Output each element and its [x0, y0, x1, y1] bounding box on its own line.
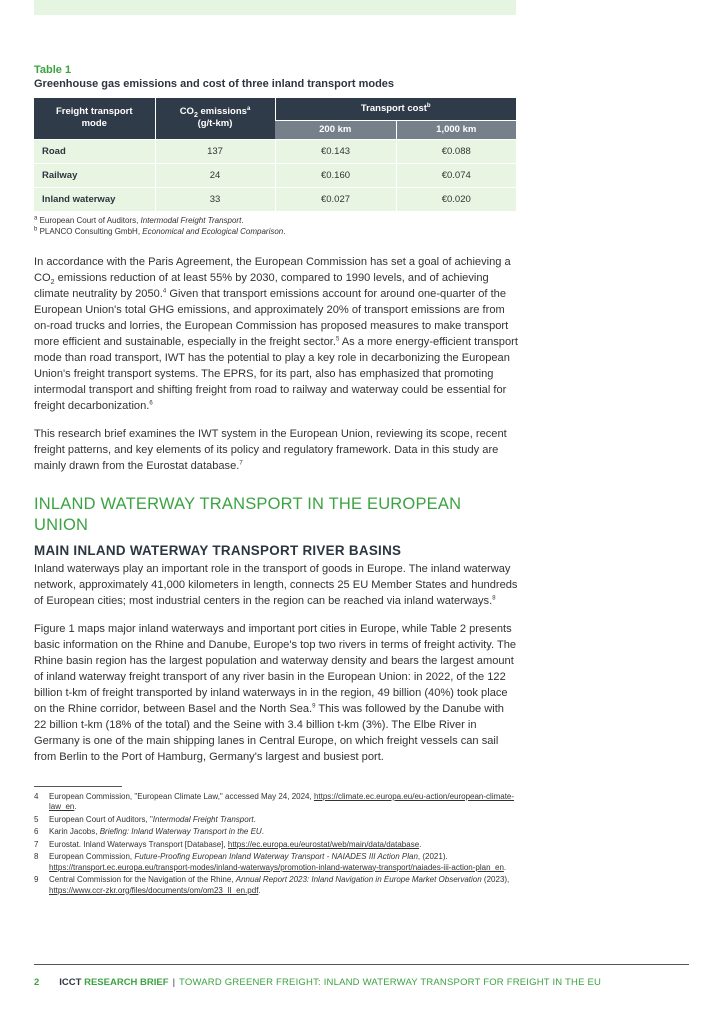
table-row	[34, 163, 516, 187]
sub-heading: MAIN INLAND WATERWAY TRANSPORT RIVER BASINS	[34, 542, 402, 558]
footnote: 4 European Commission, "European Climate Law," accessed May 24, 2024, https://climate.ec.europa.eu/eu-action/european-climate-law_en.	[34, 791, 515, 811]
header-mode: Freight transport mode	[34, 98, 155, 139]
table-notes	[34, 215, 518, 237]
paragraph-figure-1: Figure 1 maps major inland waterways and important port cities in Europe, while Table 2 presents basic information on the Rhine and Danube, Europe's top two rivers in terms of freight activity. The Rhine basin region has the largest population and waterway density and bears the largest amount of inland waterway freight transport of any river basin in the European Union: in 2022, of the 122 billion t-km of freight transported by inland waterways in in the region, 49 billion (40%) took place on the Rhine corridor, between Basel and the North Sea.$^9$ This was followed by the Danube with 22 billion t-km (18% of the total) and the Seine with 3.4 billion t-km (3%). The Elbe River in Germany is one of the main shipping lanes in Central Europe, on which freight vessels can sail from Berlin to the Port of Hamburg, Germany's largest and busiest port.	[34, 622, 517, 763]
row-cost-200: €0.160	[275, 163, 396, 187]
paragraph-inland-waterways: Inland waterways play an important role in the transport of goods in Europe. The inland waterway network, approximately 41,000 kilometers in length, connects 25 EU Member States and hundreds of European cities; most industrial centers in the region can be reached via inland waterways.$^8$	[34, 562, 518, 607]
row-mode: Inland waterway	[34, 187, 155, 211]
table-row	[34, 139, 516, 163]
header-transport-cost: Transport cost$^b$	[275, 98, 516, 120]
footnote: 5 European Court of Auditors, "Intermodal Freight Transport.	[34, 814, 256, 824]
footnote: 8 European Commission, Future-Proofing European Inland Waterway Transport - NAIADES III Action Plan, (2021). https://transport.ec.europa.eu/transport-modes/inland-waterways/promotion-inland-waterway-transport/naiades-iii-action-plan_en.	[34, 852, 507, 872]
page-number: 2	[34, 977, 40, 988]
footnotes	[34, 792, 518, 897]
table-number: Table 1	[34, 64, 72, 76]
emissions-cost-table	[34, 98, 516, 211]
table-note-a: $^a$ European Court of Auditors, Intermodal Freight Transport.	[34, 214, 244, 225]
footer-brief-label: RESEARCH BRIEF	[84, 977, 169, 988]
footnote: 7 Eurostat. Inland Waterways Transport [Database], https://ec.europa.eu/eurostat/web/main/data/database.	[34, 839, 422, 849]
footnote-link[interactable]: https://transport.ec.europa.eu/transport-modes/inland-waterways/promotion-inland-waterway-transport/naiades-iii-action-plan_en	[49, 862, 504, 872]
row-cost-1000: €0.020	[396, 187, 516, 211]
row-cost-200: €0.143	[275, 139, 396, 163]
page-footer	[34, 977, 694, 989]
footnote: 6 Karin Jacobs, Briefing: Inland Waterway Transport in the EU.	[34, 827, 264, 836]
header-200km: 200 km	[275, 120, 396, 139]
footnote-link[interactable]: https://www.ccr-zkr.org/files/documents/om/om23_II_en.pdf	[49, 885, 259, 895]
header-co2: $CO_2$ emissions$^a$ (g/t-km)	[155, 98, 275, 139]
row-cost-200: €0.027	[275, 187, 396, 211]
footnote: 9 Central Commission for the Navigation of the Rhine, Annual Report 2023: Inland Navigation in Europe Market Observation (2023), https://www.ccr-zkr.org/files/documents/om/om23_II_en.pdf.	[34, 875, 510, 895]
footnote-divider	[34, 786, 122, 787]
paragraph-paris-agreement: In accordance with the Paris Agreement, the European Commission has set a goal of achieving a $CO_2$ emissions reduction of at least 55% by 2030, compared to 1990 levels, and of achieving climate neutrality by 2050.$^4$ Given that transport emissions account for around one-quarter of the European Union's total GHG emissions, and approximately 20% of transport emissions are from on-road trucks and lorries, the European Commission has proposed measures to make transport more efficient and sustainable, especially in the freight sector.$^5$ As a more energy-efficient transport mode than road transport, IWT has the potential to play a key role in decarbonizing the European Union's freight transport systems. The EPRS, for its part, also has emphasized that promoting intermodal transport and shifting freight from road to railway and waterway could be essential for freight decarbonization.$^6$	[34, 255, 518, 412]
footer-org: ICCT	[59, 977, 85, 988]
footer-divider	[34, 964, 689, 965]
row-cost-1000: €0.074	[396, 163, 516, 187]
footer-title: TOWARD GREENER FREIGHT: INLAND WATERWAY TRANSPORT FOR FREIGHT IN THE EU	[179, 977, 602, 988]
page-content	[34, 63, 518, 898]
paragraph-research-brief: This research brief examines the IWT system in the European Union, reviewing its scope, recent freight patterns, and key elements of its policy and regulatory framework. Data in this study are mainly drawn from the Eurostat database.$^7$	[34, 427, 507, 472]
row-co2: 24	[155, 163, 275, 187]
header-1000km: 1,000 km	[396, 120, 516, 139]
row-co2: 33	[155, 187, 275, 211]
row-mode: Road	[34, 139, 155, 163]
footnote-link[interactable]: https://ec.europa.eu/eurostat/web/main/data/database	[227, 839, 420, 849]
footnote-link[interactable]: https://climate.ec.europa.eu/eu-action/european-climate-law_en	[49, 791, 515, 811]
table-row	[34, 187, 516, 211]
row-co2: 137	[155, 139, 275, 163]
table-title: Greenhouse gas emissions and cost of three inland transport modes	[34, 78, 395, 90]
row-cost-1000: €0.088	[396, 139, 516, 163]
top-green-banner	[34, 0, 516, 15]
row-mode: Railway	[34, 163, 155, 187]
table-note-b: $^b$ PLANCO Consulting GmbH, Economical and Ecological Comparison.	[34, 225, 286, 236]
footer-separator: |	[172, 977, 176, 988]
section-heading: INLAND WATERWAY TRANSPORT IN THE EUROPEAN UNION	[34, 494, 462, 534]
